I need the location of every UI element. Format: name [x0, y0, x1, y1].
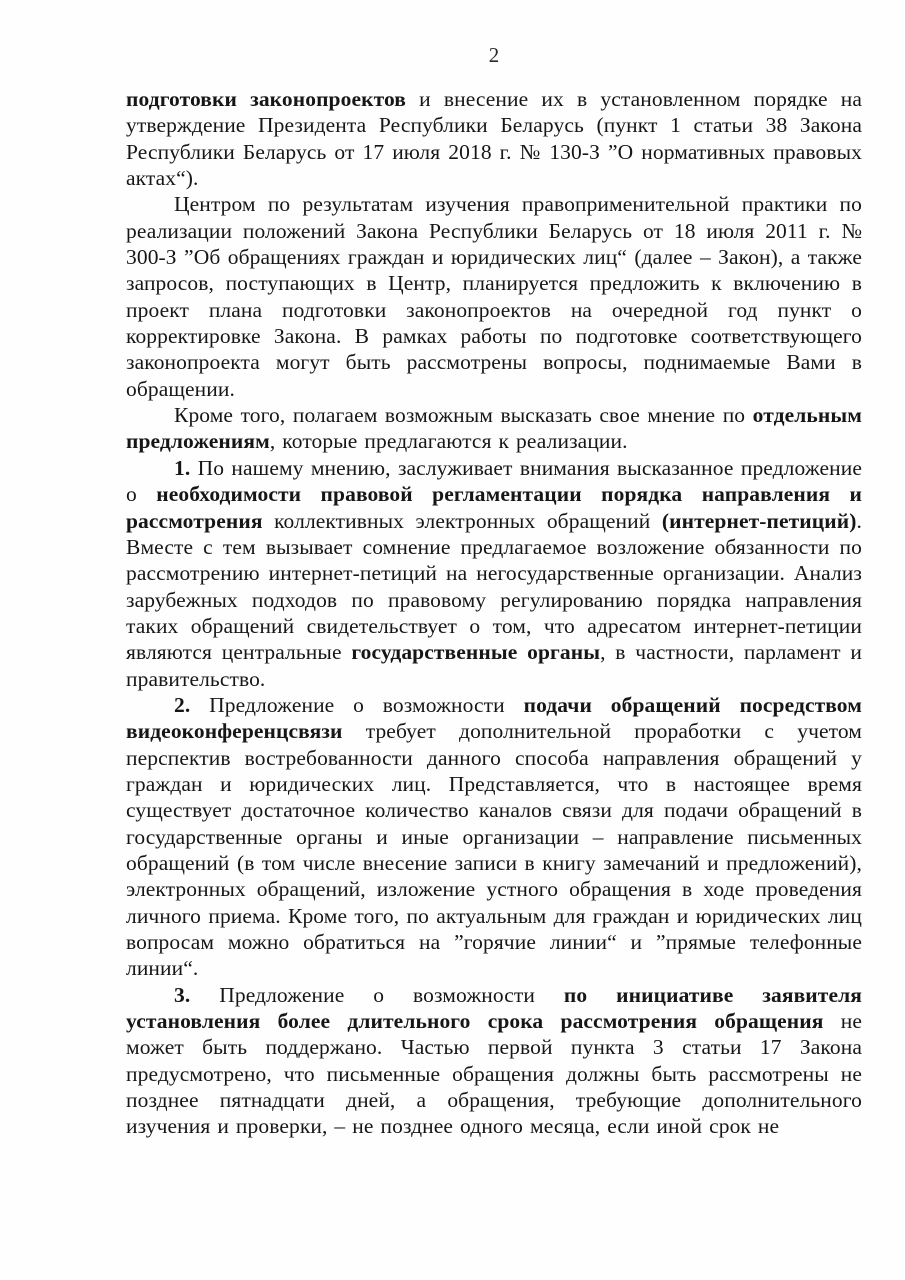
- paragraph: [126, 982, 862, 1140]
- text-run: . Вместе с тем вызывает сомнение предлагаемое возложение обязанности по рассмотрению интернет-петиций на негосударственные организации. Анализ зарубежных подходов по правовому регулированию порядка направления таких обращений свидетельствует о том, что адресатом интернет-петиции являются центральные: [126, 508, 862, 665]
- text-run: требует дополнительной проработки с учетом перспектив востребованности данного способа направления обращений у граждан и юридических лиц. Представляется, что в настоящее время существует достаточное количество каналов связи для подачи обращений в государственные органы и иные организации – направление письменных обращений (в том числе внесение записи в книгу замечаний и предложений), электронных обращений, изложение устного обращения в ходе проведения личного приема. Кроме того, по актуальным для граждан и юридических лиц вопросам можно обратиться на ”горячие линии“ и ”прямые телефонные линии“.: [126, 719, 862, 981]
- text-run: , в частности, парламент и правительство.: [126, 640, 862, 691]
- text-run: и внесение их в установленном порядке на утверждение Президента Республики Беларусь (пункт 1 статьи 38 Закона Республики Беларусь от 17 июля 2018 г. № 130-З ”О нормативных правовых актах“).: [126, 87, 862, 191]
- paragraph: [126, 191, 862, 402]
- text-run: Центром по результатам изучения правоприменительной практики по реализации положений Закона Республики Беларусь от 18 июля 2011 г. № 300-З ”Об обращениях граждан и юридических лиц“ (далее – Закон), а также запросов, поступающих в Центр, планируется предложить к включению в проект плана подготовки законопроектов на очередной год пункт о корректировке Закона. В рамках работы по подготовке соответствующего законопроекта могут быть рассмотрены вопросы, поднимаемые Вами в обращении.: [126, 192, 862, 401]
- paragraph: [126, 402, 862, 455]
- paragraph: [126, 455, 862, 692]
- text-run: Предложение о возможности: [190, 982, 564, 1007]
- bold-text-run: необходимости правовой регламентации порядка направления и рассмотрения: [126, 482, 862, 533]
- text-run: По нашему мнению, заслуживает внимания высказанное предложение о: [126, 455, 862, 507]
- bold-text-run: отдельным предложениям: [126, 403, 862, 454]
- document-body: [126, 86, 862, 1140]
- paragraph: [126, 692, 862, 982]
- text-run: , которые предлагаются к реализации.: [269, 429, 628, 454]
- bold-text-run: 3.: [174, 982, 191, 1007]
- bold-text-run: по инициативе заявителя установления более длительного срока рассмотрения обращения: [126, 982, 862, 1034]
- text-run: коллективных электронных обращений: [262, 508, 662, 533]
- bold-text-run: 2.: [174, 692, 191, 717]
- page-number: 2: [488, 43, 500, 67]
- bold-text-run: подачи обращений посредством видеоконференцсвязи: [126, 692, 862, 744]
- bold-text-run: подготовки законопроектов: [126, 87, 406, 111]
- bold-text-run: 1.: [174, 455, 191, 480]
- text-run: Кроме того, полагаем возможным высказать свое мнение по: [174, 403, 753, 428]
- text-run: не может быть поддержано. Частью первой пункта 3 статьи 17 Закона предусмотрено, что письменные обращения должны быть рассмотрены не позднее пятнадцати дней, а обращения, требующие дополнительного изучения и проверки, – не позднее одного месяца, если иной срок не: [126, 1009, 862, 1139]
- bold-text-run: государственные органы: [351, 640, 601, 665]
- bold-text-run: (интернет-петиций): [661, 508, 857, 533]
- paragraph: [126, 86, 862, 191]
- text-run: Предложение о возможности: [190, 692, 524, 717]
